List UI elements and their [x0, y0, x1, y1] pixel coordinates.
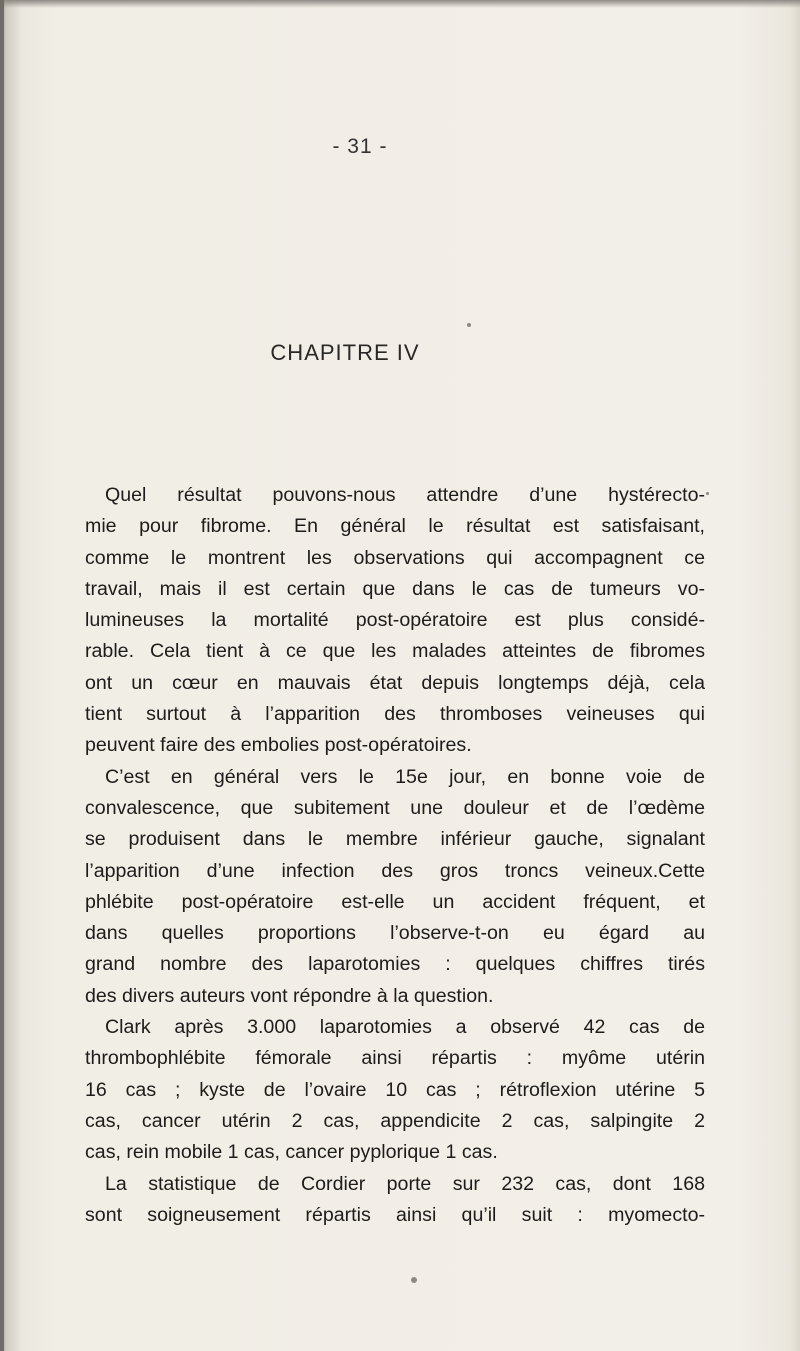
text-line: convalescence, que subitement une douleur et de l’œdème: [85, 796, 705, 819]
paper-speck: [411, 1277, 417, 1283]
text-line: cas, cancer utérin 2 cas, appendicite 2 cas, salpingite 2: [85, 1109, 705, 1132]
text-line: C’est en général vers le 15e jour, en bonne voie de: [105, 765, 705, 788]
text-line: Quel résultat pouvons-nous attendre d’une hystérecto-: [105, 484, 705, 506]
text-line: La statistique de Cordier porte sur 232 cas, dont 168: [105, 1172, 705, 1195]
text-line: Clark après 3.000 laparotomies a observé 42 cas de: [105, 1016, 705, 1039]
text-line: thrombophlébite fémorale ainsi répartis : myôme utérin: [85, 1047, 705, 1070]
text-line: des divers auteurs vont répondre à la question.: [85, 984, 494, 1007]
book-binding-edge: [0, 0, 4, 1351]
paper-speck: [706, 492, 709, 495]
text-line: se produisent dans le membre inférieur gauche, signalant: [85, 828, 705, 851]
text-line: dans quelles proportions l’observe-t-on eu égard au: [85, 922, 705, 945]
text-line: l’apparition d’une infection des gros troncs veineux.Cette: [85, 859, 705, 882]
body-text: [85, 480, 705, 1231]
text-line: 16 cas ; kyste de l’ovaire 10 cas ; rétroflexion utérine 5: [85, 1078, 705, 1101]
text-line: cas, rein mobile 1 cas, cancer pyplorique 1 cas.: [85, 1141, 498, 1164]
text-line: peuvent faire des embolies post-opératoires.: [85, 734, 472, 757]
text-line: lumineuses la mortalité post-opératoire est plus considé-: [85, 609, 705, 632]
text-line: travail, mais il est certain que dans le cas de tumeurs vo-: [85, 577, 705, 600]
text-line: sont soigneusement répartis ainsi qu’il suit : myomecto-: [85, 1203, 705, 1226]
text-line: comme le montrent les observations qui accompagnent ce: [85, 546, 705, 569]
chapter-title: CHAPITRE IV: [270, 340, 420, 365]
text-line: mie pour fibrome. En général le résultat est satisfaisant,: [85, 515, 705, 538]
page-number: - 31 -: [332, 135, 388, 158]
text-line: tient surtout à l’apparition des thromboses veineuses qui: [85, 703, 705, 726]
text-line: grand nombre des laparotomies : quelques chiffres tirés: [85, 953, 705, 976]
paper-speck: [467, 323, 471, 327]
page-top-shadow: [0, 0, 800, 8]
text-line: ont un cœur en mauvais état depuis longtemps déjà, cela: [85, 671, 705, 694]
text-line: phlébite post-opératoire est-elle un accident fréquent, et: [85, 890, 705, 913]
text-line: rable. Cela tient à ce que les malades atteintes de fibromes: [85, 640, 705, 663]
